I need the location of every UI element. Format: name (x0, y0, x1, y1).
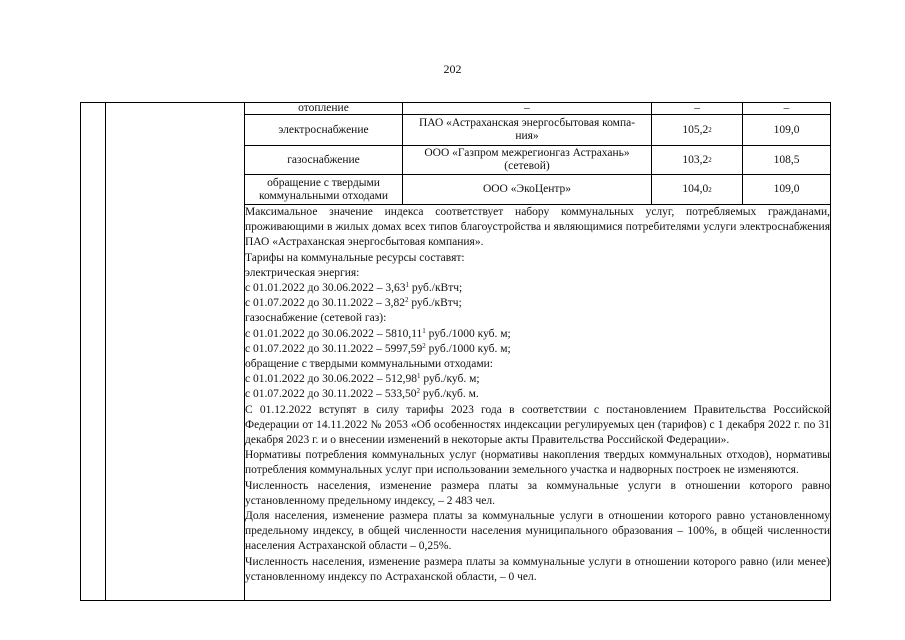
tariff-line: с 01.01.2022 до 30.06.2022 – 512,98$^1$ руб./куб. м; (245, 372, 480, 386)
tariff-line: с 01.07.2022 до 30.11.2022 – 533,50$^2$ руб./куб. м. (245, 387, 479, 401)
table-border-right (830, 102, 831, 601)
index-cell: – (694, 102, 700, 114)
paragraph: газоснабжение (сетевой газ): (245, 312, 387, 325)
index-cell: 104,0 2 (682, 183, 712, 195)
paragraph: Численность населения, изменение размера платы за коммунальные услуги в отношении которого равно установленному предельному индексу, – 2 483 чел. (245, 479, 830, 507)
paragraph: Максимальное значение индекса соответствует набору коммунальных услуг, потребляемых гражданами, проживающими в жилых домах всех типов благоустройства и являющимися потребителями услуги электроснабжения ПАО «Астраханская энергосбытовая компания». (245, 206, 830, 249)
index-cell: 105,2 2 (682, 123, 712, 136)
table-border-left (80, 102, 81, 601)
service-cell: обращение с твердыми коммунальными отходами (258, 176, 389, 202)
provider-cell: ООО «ЭкоЦентр» (482, 183, 572, 195)
table-border-bottom (80, 600, 831, 601)
service-cell: электроснабжение (278, 123, 369, 136)
provider-cell: ООО «Газпром межрегионгаз Астрахань» (сетевой) (424, 147, 630, 172)
paragraph: электрическая энергия: (245, 266, 360, 279)
service-cell: газоснабжение (287, 153, 360, 166)
tariff-line: с 01.07.2022 до 30.11.2022 – 5997,59$^2$ руб./1000 куб. м; (245, 341, 511, 355)
paragraph: Численность населения, изменение размера платы за коммунальные услуги в отношении которого равно (или менее) установленному индексу по Астраханской области, – 0 чел. (245, 555, 830, 583)
tariff-line: с 01.01.2022 до 30.06.2022 – 5810,11$^1$ руб./1000 куб. м; (245, 326, 511, 340)
note-text (245, 205, 830, 585)
provider-cell: – (524, 102, 530, 114)
paragraph: Тарифы на коммунальные ресурсы составят: (245, 251, 465, 264)
column-divider (105, 102, 106, 601)
index-cell: 103,2 2 (682, 153, 712, 166)
index-cell: – (783, 102, 790, 114)
paragraph: Нормативы потребления коммунальных услуг (нормативы накопления твердых коммунальных отходов), нормативы потребления коммунальных услуг при использовании земельного участка и надворных построек не изменяются. (245, 449, 830, 477)
index-cell: 109,0 (773, 183, 800, 195)
index-cell: 108,5 (773, 153, 800, 166)
paragraph: С 01.12.2022 вступят в силу тарифы 2023 года в соответствии с постановлением Правительства Российской Федерации от 14.11.2022 № 2053 «Об особенностях индексации регулируемых цен (тарифов) с 1 декабря 2022 г. по 31 декабря 2023 г. и о внесении изменений в некоторые акты Правительства Российской Федерации». (245, 403, 830, 447)
provider-cell: ПАО «Астраханская энергосбытовая компа-ния» (418, 117, 636, 142)
index-cell: 109,0 (773, 123, 800, 136)
tariff-line: с 01.07.2022 до 30.11.2022 – 3,82$^2$ руб./кВтч; (245, 296, 462, 310)
service-cell: отопление (298, 102, 349, 114)
tariff-line: с 01.01.2022 до 30.06.2022 – 3,63$^1$ руб./кВтч; (245, 281, 463, 295)
paragraph: Доля населения, изменение размера платы за коммунальные услуги в отношении которого равно установленному предельному индексу, в общей численности населения муниципального образования – 100%, в общей численности населения Астраханской области – 0,25%. (245, 510, 830, 553)
paragraph: обращение с твердыми коммунальными отходами: (245, 358, 493, 371)
page-number: 202 (443, 62, 462, 76)
